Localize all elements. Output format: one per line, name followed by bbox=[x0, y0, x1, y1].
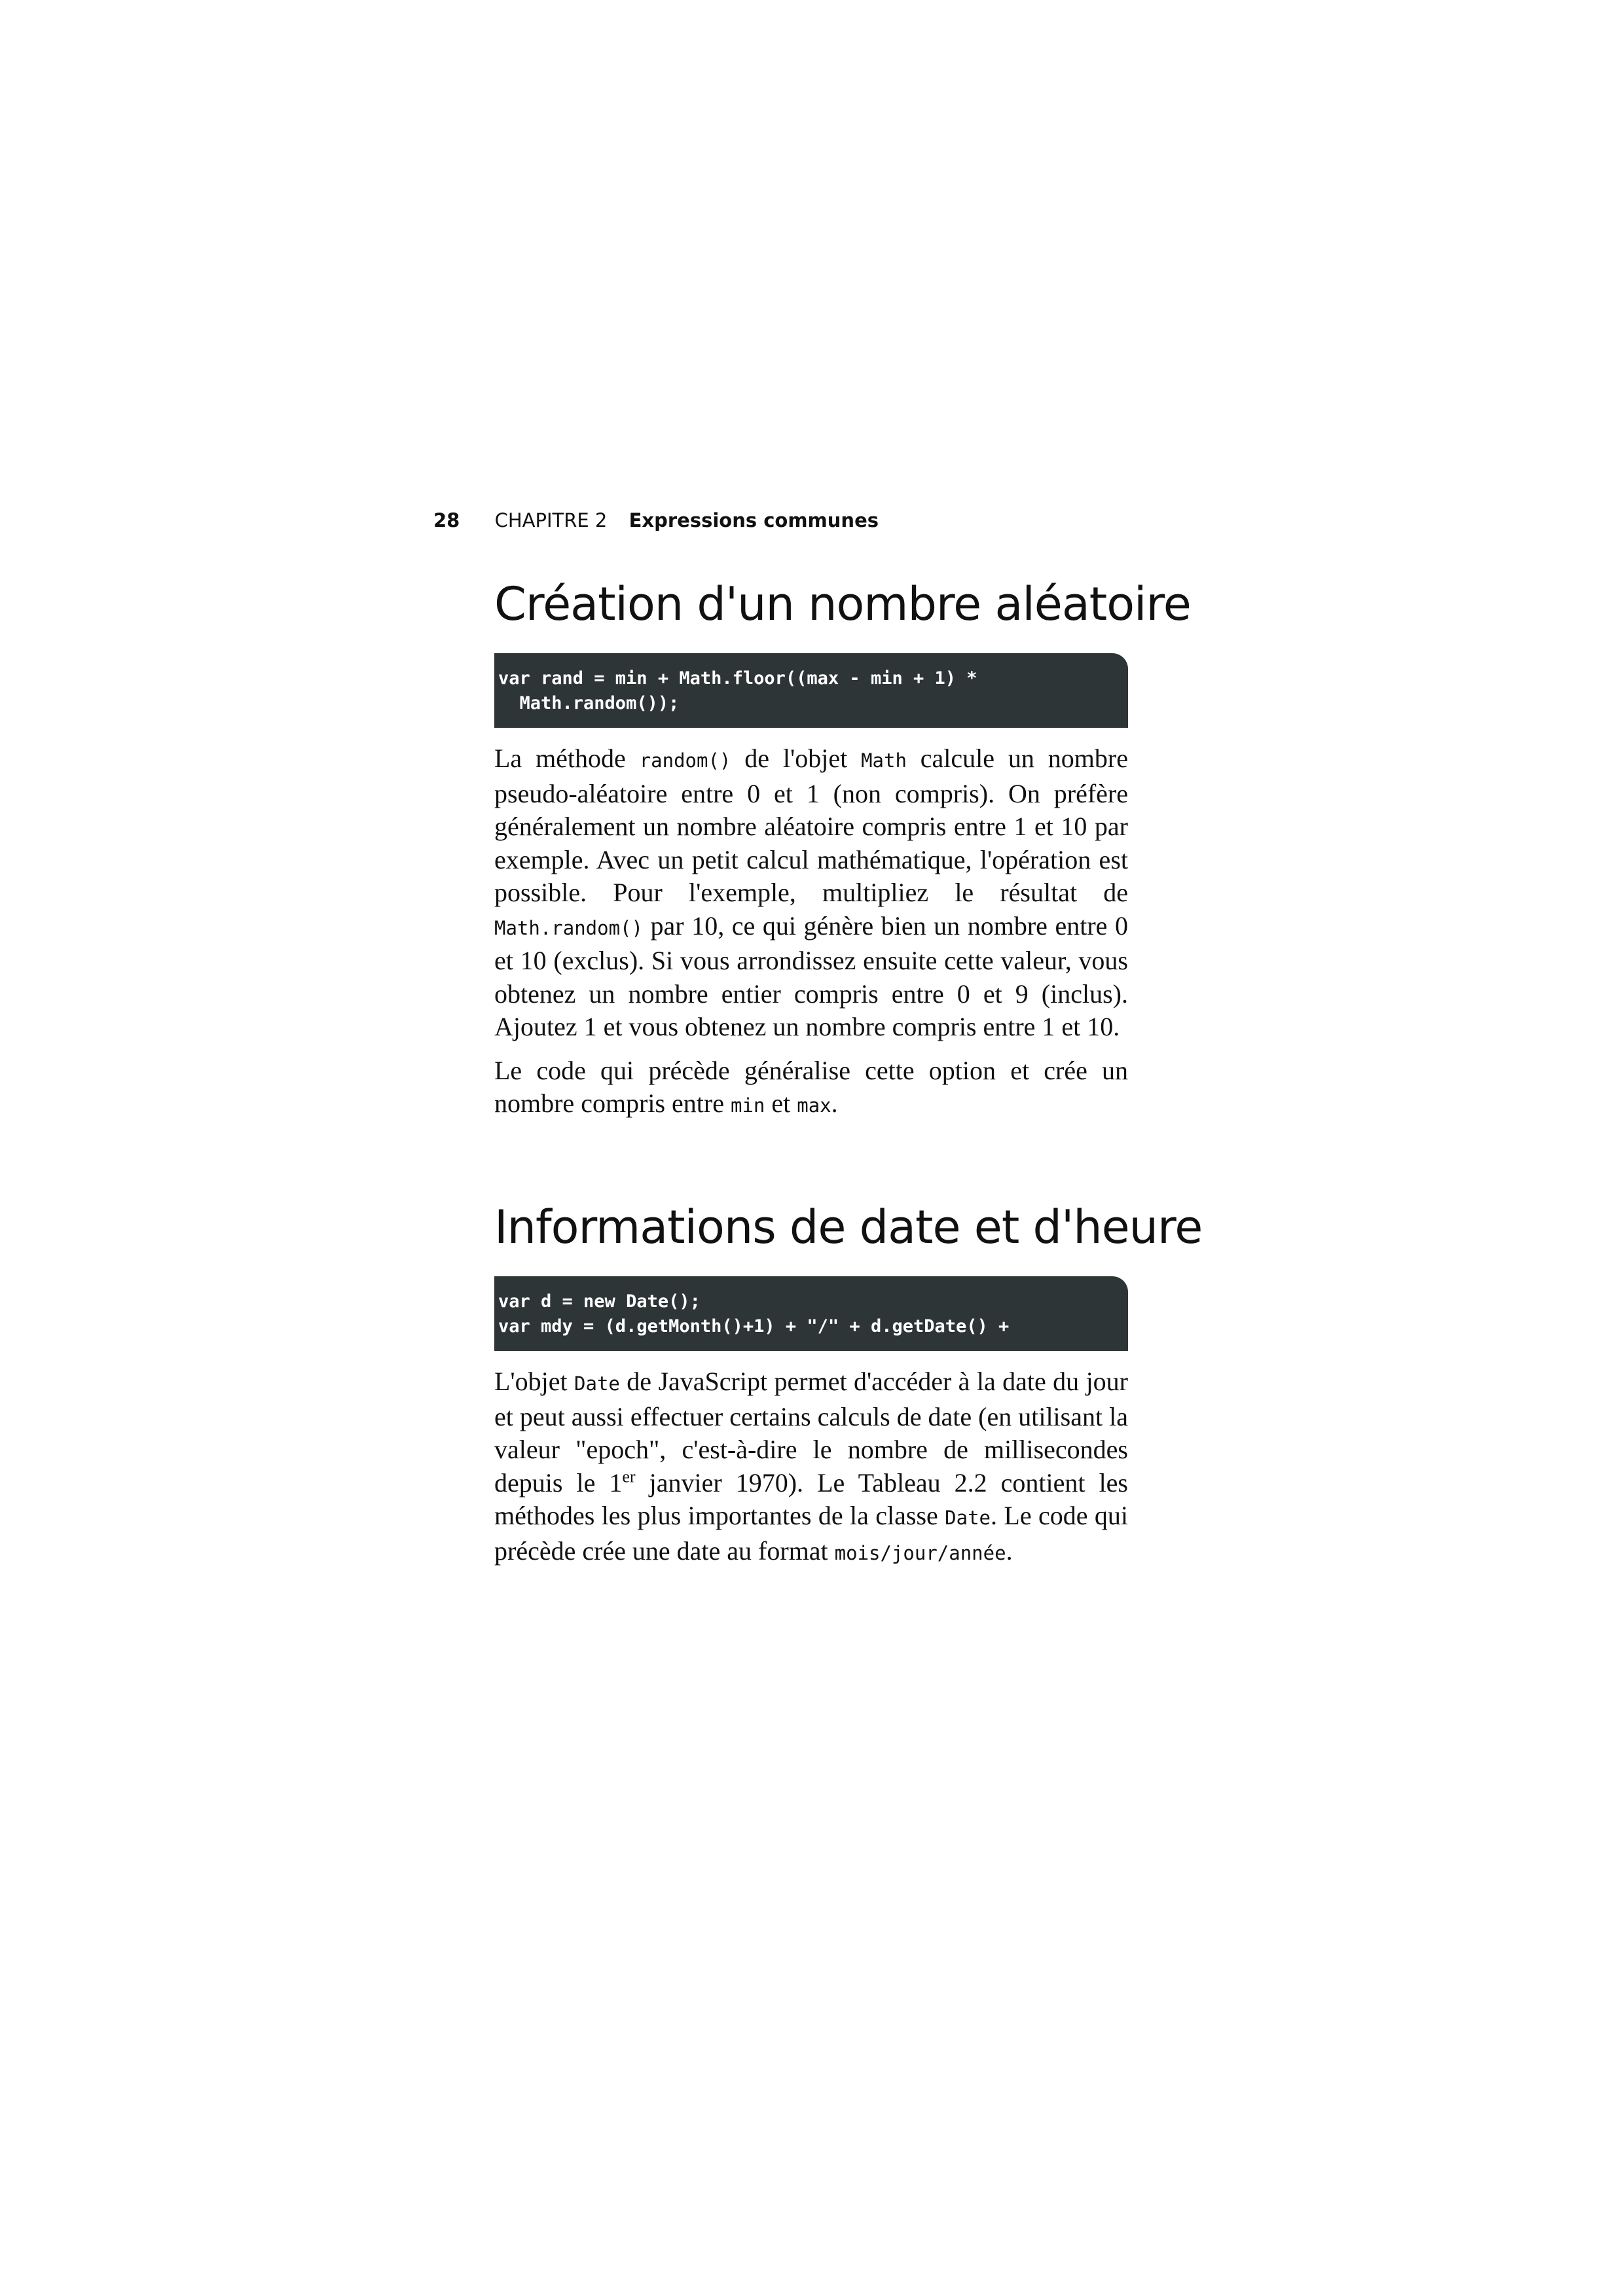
section-heading: Création d'un nombre aléatoire bbox=[494, 577, 1191, 631]
inline-code: Math bbox=[861, 749, 907, 772]
code-line: var mdy = (d.getMonth()+1) + "/" + d.getDate() + bbox=[498, 1316, 1010, 1336]
chapter-label: CHAPITRE 2 bbox=[494, 509, 608, 531]
code-line: var d = new Date(); bbox=[498, 1291, 701, 1312]
body-paragraph: La méthode random() de l'objet Math calcule un nombre pseudo-aléatoire entre 0 et 1 (non compris). On préfère généralement un nombre aléatoire compris entre 1 et 10 par exemple. Avec un petit calcul mathématique, l'opération est possible. Pour l'exemple, multipliez le résultat de Math.random() par 10, ce qui génère bien un nombre entre 0 et 10 (exclus). Si vous arrondissez ensuite cette valeur, vous obtenez un nombre entier compris entre 0 et 9 (inclus). Ajoutez 1 et vous obtenez un nombre compris entre 1 et 10. bbox=[494, 744, 1128, 1041]
code-line: Math.random()); bbox=[498, 693, 680, 713]
running-head bbox=[433, 509, 879, 531]
inline-code: min bbox=[731, 1094, 765, 1117]
body-paragraph: Le code qui précède généralise cette option et crée un nombre compris entre min et max. bbox=[494, 1055, 1128, 1118]
inline-code: max bbox=[797, 1094, 831, 1117]
chapter-title: Expressions communes bbox=[629, 509, 879, 531]
inline-code: mois/jour/année bbox=[834, 1541, 1006, 1564]
body-paragraph: L'objet Date de JavaScript permet d'accéder à la date du jour et peut aussi effectuer certains calculs de date (en utilisant la valeur "epoch", c'est-à-dire le nombre de millisecondes depuis le 1er janvier 1970). Le Tableau 2.2 contient les méthodes les plus importantes de la classe Date. Le code qui précède crée une date au format mois/jour/année. bbox=[494, 1367, 1129, 1566]
section-random-number bbox=[494, 577, 1191, 1122]
inline-code: Date bbox=[574, 1372, 620, 1395]
inline-code: random() bbox=[639, 749, 731, 772]
inline-code: Math.random() bbox=[494, 916, 643, 939]
page-number: 28 bbox=[433, 509, 460, 531]
section-heading: Informations de date et d'heure bbox=[494, 1200, 1203, 1254]
superscript: er bbox=[622, 1467, 636, 1486]
section-date-time bbox=[494, 1200, 1203, 1570]
code-block bbox=[494, 1276, 1128, 1351]
code-block bbox=[494, 653, 1128, 728]
inline-code: Date bbox=[945, 1507, 991, 1529]
code-line: var rand = min + Math.floor((max - min + 1) * bbox=[498, 668, 977, 689]
